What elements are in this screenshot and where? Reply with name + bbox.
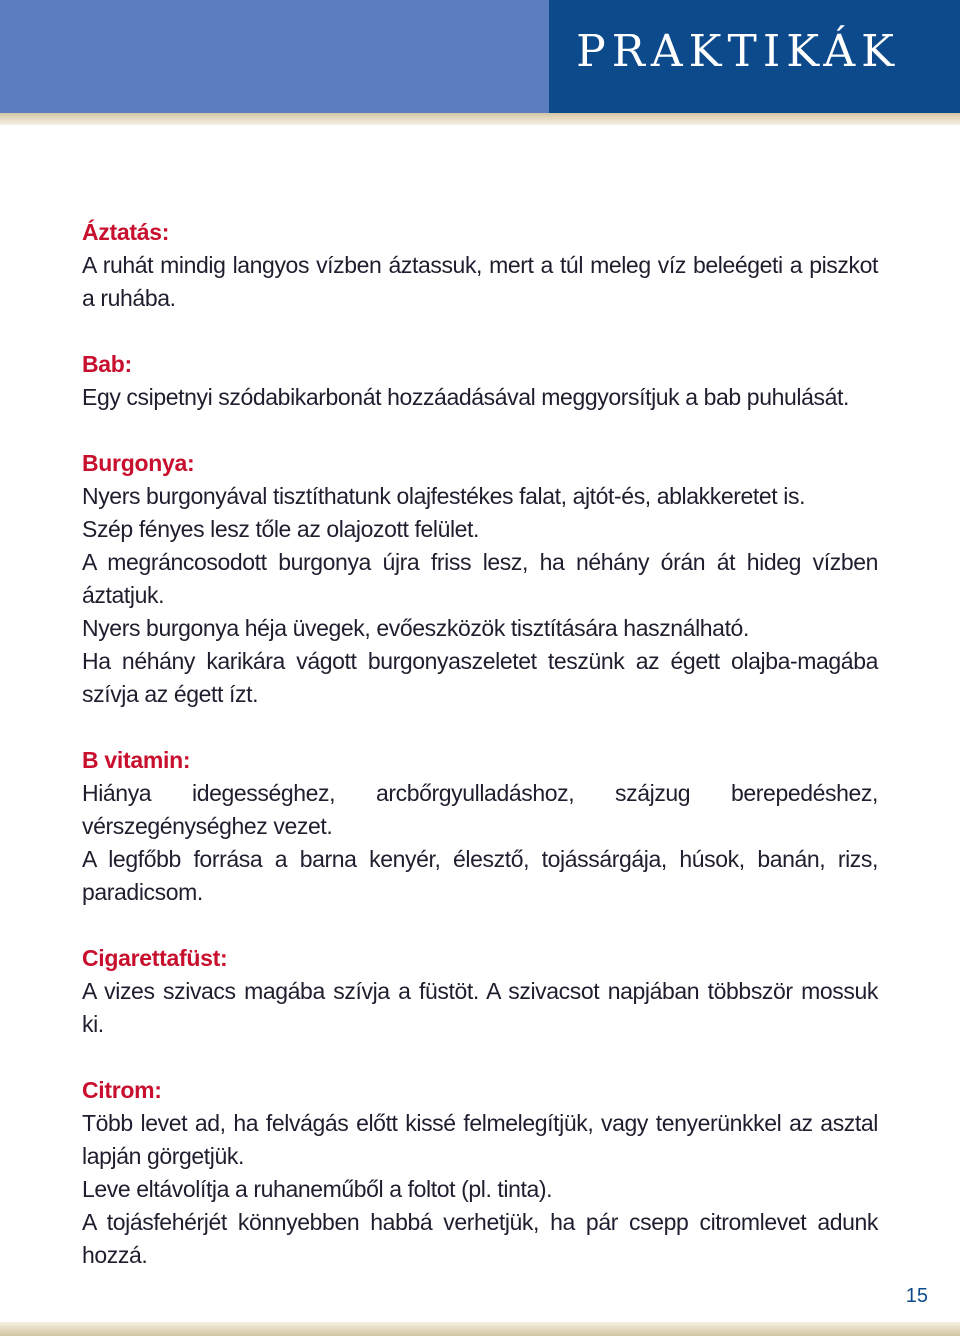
section-paragraph: Nyers burgonya héja üvegek, evőeszközök tisztítására használható. bbox=[82, 615, 749, 641]
section-b-vitamin bbox=[82, 744, 878, 909]
page-number: 15 bbox=[905, 1285, 928, 1307]
section-heading: B vitamin: bbox=[82, 747, 191, 773]
section-heading: Bab: bbox=[82, 351, 132, 377]
section-paragraph: Szép fényes lesz tőle az olajozott felület. bbox=[82, 516, 480, 542]
section-heading: Áztatás: bbox=[82, 219, 170, 245]
section-heading: Citrom: bbox=[82, 1077, 162, 1103]
page-header bbox=[0, 0, 960, 113]
section-citrom bbox=[82, 1074, 878, 1272]
section-cigarettafust bbox=[82, 942, 878, 1041]
section-paragraph: A ruhát mindig langyos vízben áztassuk, mert a túl meleg víz beleégeti a piszkot a ruhába. bbox=[82, 252, 878, 311]
section-paragraph: Több levet ad, ha felvágás előtt kissé felmelegítjük, vagy tenyerünkkel az asztal lapján görgetjük. bbox=[82, 1110, 878, 1169]
page-title: PRAKTIKÁK bbox=[576, 26, 900, 77]
section-heading: Burgonya: bbox=[82, 450, 195, 476]
footer-divider bbox=[0, 1322, 960, 1336]
section-bab bbox=[82, 348, 878, 414]
article-content bbox=[82, 216, 878, 1305]
section-paragraph: Leve eltávolítja a ruhaneműből a foltot (pl. tinta). bbox=[82, 1176, 553, 1202]
section-paragraph: Nyers burgonyával tisztíthatunk olajfestékes falat, ajtót-és, ablakkeretet is. bbox=[82, 483, 806, 509]
header-light-panel bbox=[0, 0, 549, 113]
section-paragraph: A tojásfehérjét könnyebben habbá verhetjük, ha pár csepp citromlevet adunk hozzá. bbox=[82, 1209, 878, 1268]
section-heading: Cigarettafüst: bbox=[82, 945, 228, 971]
section-paragraph: Ha néhány karikára vágott burgonyaszeletet teszünk az égett olajba-magába szívja az égett ízt. bbox=[82, 648, 878, 707]
section-aztatas bbox=[82, 216, 878, 315]
section-paragraph: A legfőbb forrása a barna kenyér, élesztő, tojássárgája, húsok, banán, rizs, paradicsom. bbox=[82, 846, 878, 905]
section-paragraph: A megráncosodott burgonya újra friss lesz, ha néhány órán át hideg vízben áztatjuk. bbox=[82, 549, 878, 608]
section-paragraph: Egy csipetnyi szódabikarbonát hozzáadásával meggyorsítjuk a bab puhulását. bbox=[82, 384, 849, 410]
section-burgonya bbox=[82, 447, 878, 711]
section-paragraph: A vizes szivacs magába szívja a füstöt. A szivacsot napjában többször mossuk ki. bbox=[82, 978, 878, 1037]
header-divider bbox=[0, 113, 960, 125]
section-paragraph: Hiánya idegességhez, arcbőrgyulladáshoz, szájzug berepedéshez, vérszegénységhez vezet. bbox=[82, 780, 878, 839]
